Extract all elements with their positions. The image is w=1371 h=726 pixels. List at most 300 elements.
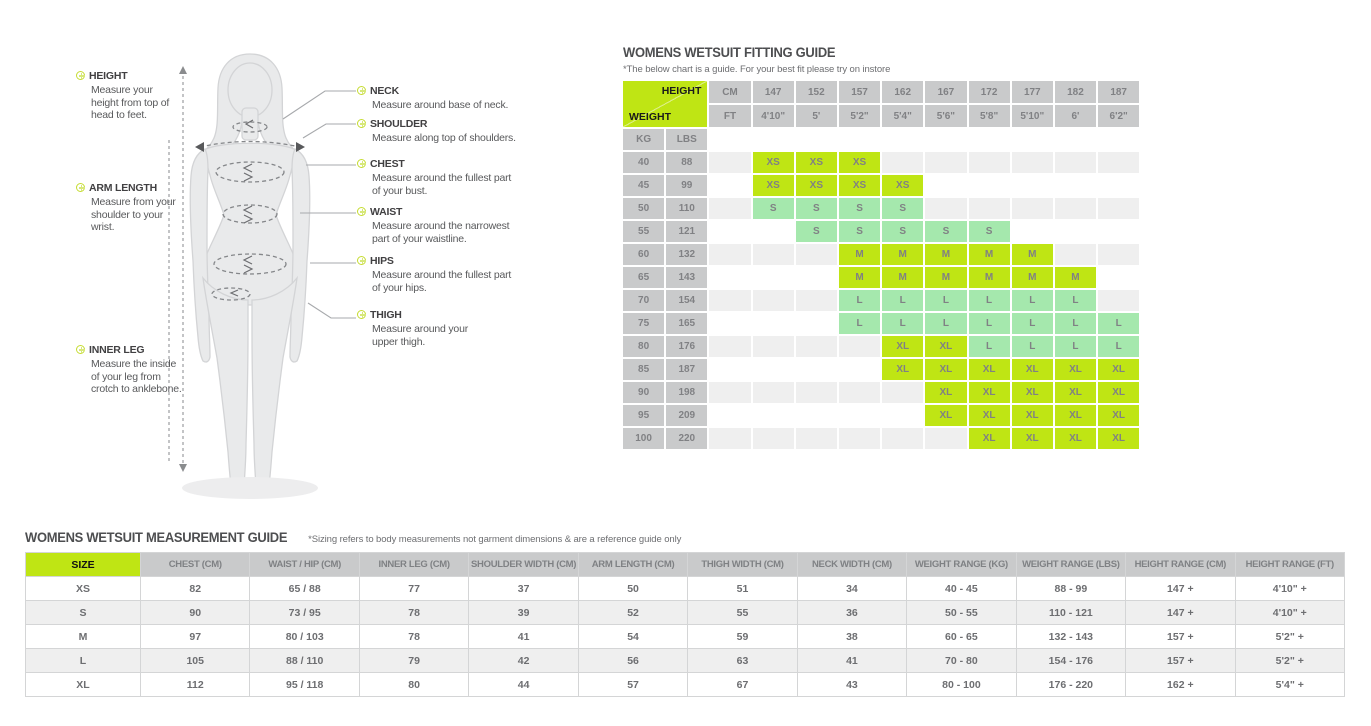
label-waist-desc: Measure around the narrowest part of your waistline. <box>372 220 510 245</box>
empty-cell <box>1012 175 1053 196</box>
empty-cell <box>796 267 837 288</box>
value-cell: 55 <box>688 601 797 625</box>
size-cell: XL <box>1055 405 1096 426</box>
height-cm-cell: 172 <box>969 81 1010 103</box>
value-cell: 80 <box>359 673 468 697</box>
value-cell: 43 <box>797 673 906 697</box>
weight-kg-cell: 75 <box>623 313 664 334</box>
empty-cell <box>839 428 880 449</box>
measurement-guide-subtitle: *Sizing refers to body measurements not garment dimensions & are a reference guide only <box>308 534 682 545</box>
height-ft-cell: 5'4" <box>882 105 923 127</box>
empty-cell <box>1098 175 1139 196</box>
empty-cell <box>753 382 794 403</box>
size-cell: M <box>925 244 966 265</box>
size-cell: XL <box>1012 405 1053 426</box>
size-cell: L <box>969 336 1010 357</box>
circle-plus-icon <box>357 119 366 128</box>
size-cell: XS <box>796 152 837 173</box>
empty-cell <box>925 198 966 219</box>
measurement-diagram <box>0 0 620 520</box>
size-cell: L <box>882 290 923 311</box>
height-arrow-bottom <box>179 464 187 472</box>
size-cell: L <box>839 313 880 334</box>
weight-lbs-cell: 99 <box>666 175 707 196</box>
circle-plus-icon <box>357 159 366 168</box>
value-cell: 36 <box>797 601 906 625</box>
empty-cell <box>709 290 750 311</box>
size-cell: L <box>1055 313 1096 334</box>
weight-kg-cell: 100 <box>623 428 664 449</box>
size-cell: XS <box>839 175 880 196</box>
empty-cell <box>709 129 750 150</box>
empty-cell <box>925 428 966 449</box>
table-row <box>26 577 1345 601</box>
value-cell: M <box>26 625 141 649</box>
weight-lbs-cell: 187 <box>666 359 707 380</box>
value-cell: 147 + <box>1126 601 1235 625</box>
shoulder-arrow-right <box>296 142 305 152</box>
value-cell: 110 - 121 <box>1016 601 1125 625</box>
value-cell: 34 <box>797 577 906 601</box>
empty-cell <box>753 221 794 242</box>
empty-cell <box>882 382 923 403</box>
label-waist <box>357 206 522 245</box>
column-header-cell: THIGH WIDTH (CM) <box>688 553 797 577</box>
label-arm-length-title: ARM LENGTH <box>89 182 157 194</box>
height-cm-cell: 157 <box>839 81 880 103</box>
empty-cell <box>753 313 794 334</box>
label-thigh-title: THIGH <box>370 309 402 321</box>
column-header-cell: ARM LENGTH (CM) <box>578 553 687 577</box>
size-cell: XL <box>1012 359 1053 380</box>
size-cell: S <box>839 221 880 242</box>
floor-shadow <box>182 477 318 499</box>
height-ft-cell: 5' <box>796 105 837 127</box>
empty-cell <box>1012 221 1053 242</box>
table-row <box>623 382 1139 403</box>
column-header-cell: NECK WIDTH (CM) <box>797 553 906 577</box>
empty-cell <box>1012 198 1053 219</box>
size-cell: XL <box>969 382 1010 403</box>
height-ft-cell: 5'10" <box>1012 105 1053 127</box>
size-cell: S <box>839 198 880 219</box>
value-cell: 70 - 80 <box>907 649 1016 673</box>
height-weight-corner-cell: HEIGHT WEIGHT <box>623 81 707 127</box>
size-cell: XL <box>882 336 923 357</box>
size-cell: XL <box>1012 428 1053 449</box>
empty-cell <box>839 382 880 403</box>
value-cell: 52 <box>578 601 687 625</box>
value-cell: 5'2" + <box>1235 625 1344 649</box>
weight-kg-cell: 60 <box>623 244 664 265</box>
value-cell: 147 + <box>1126 577 1235 601</box>
weight-lbs-cell: 110 <box>666 198 707 219</box>
value-cell: 88 - 99 <box>1016 577 1125 601</box>
value-cell: 67 <box>688 673 797 697</box>
value-cell: 50 <box>578 577 687 601</box>
table-row <box>623 81 1139 103</box>
height-cm-cell: 177 <box>1012 81 1053 103</box>
empty-cell <box>709 152 750 173</box>
empty-cell <box>925 175 966 196</box>
empty-cell <box>796 428 837 449</box>
empty-cell <box>796 405 837 426</box>
height-cm-cell: 167 <box>925 81 966 103</box>
label-waist-title: WAIST <box>370 206 403 218</box>
size-cell: XL <box>925 405 966 426</box>
table-row <box>26 673 1345 697</box>
table-row <box>623 175 1139 196</box>
empty-cell <box>753 336 794 357</box>
unit-lbs-cell: LBS <box>666 129 707 150</box>
size-cell: S <box>969 221 1010 242</box>
size-cell: L <box>925 313 966 334</box>
table-row <box>623 336 1139 357</box>
empty-cell <box>709 175 750 196</box>
label-thigh <box>357 309 477 348</box>
size-cell: XL <box>925 382 966 403</box>
value-cell: 60 - 65 <box>907 625 1016 649</box>
empty-cell <box>1012 129 1053 150</box>
empty-cell <box>1098 129 1139 150</box>
size-cell: M <box>1012 244 1053 265</box>
height-ft-cell: 4'10" <box>753 105 794 127</box>
table-header-row <box>26 553 1345 577</box>
weight-kg-cell: 85 <box>623 359 664 380</box>
empty-cell <box>882 428 923 449</box>
value-cell: 88 / 110 <box>250 649 359 673</box>
label-inner-leg <box>76 344 186 396</box>
measurement-guide-table <box>25 552 1345 697</box>
empty-cell <box>839 405 880 426</box>
left-leg-shape <box>203 278 248 489</box>
value-cell: 79 <box>359 649 468 673</box>
circle-plus-icon <box>357 207 366 216</box>
size-cell: XL <box>925 336 966 357</box>
size-cell: L <box>1012 290 1053 311</box>
circle-plus-icon <box>76 345 85 354</box>
table-row <box>623 244 1139 265</box>
weight-kg-cell: 65 <box>623 267 664 288</box>
table-row <box>26 649 1345 673</box>
table-row <box>623 405 1139 426</box>
value-cell: 54 <box>578 625 687 649</box>
label-neck <box>357 85 527 112</box>
label-shoulder-desc: Measure along top of shoulders. <box>372 132 516 144</box>
fitting-guide-section <box>623 44 1147 451</box>
table-row <box>26 625 1345 649</box>
right-leg-shape <box>252 278 297 489</box>
size-cell: S <box>796 198 837 219</box>
empty-cell <box>709 221 750 242</box>
empty-cell <box>796 313 837 334</box>
value-cell: 4'10" + <box>1235 601 1344 625</box>
unit-cm-cell: CM <box>709 81 750 103</box>
size-cell: M <box>839 267 880 288</box>
weight-lbs-cell: 165 <box>666 313 707 334</box>
empty-cell <box>1055 244 1096 265</box>
value-cell: XS <box>26 577 141 601</box>
torso-shape <box>202 143 297 305</box>
size-cell: S <box>882 198 923 219</box>
empty-cell <box>1098 267 1139 288</box>
shoulder-leader-line <box>303 124 356 138</box>
label-hips <box>357 255 522 294</box>
size-cell: XL <box>969 428 1010 449</box>
empty-cell <box>709 359 750 380</box>
empty-cell <box>1055 221 1096 242</box>
empty-cell <box>925 152 966 173</box>
size-cell: XL <box>1055 359 1096 380</box>
empty-cell <box>969 175 1010 196</box>
value-cell: 78 <box>359 625 468 649</box>
empty-cell <box>1098 290 1139 311</box>
column-header-cell: INNER LEG (CM) <box>359 553 468 577</box>
empty-cell <box>969 198 1010 219</box>
height-ft-cell: 5'6" <box>925 105 966 127</box>
height-ft-cell: 5'8" <box>969 105 1010 127</box>
column-header-cell: HEIGHT RANGE (CM) <box>1126 553 1235 577</box>
value-cell: XL <box>26 673 141 697</box>
label-height-title: HEIGHT <box>89 70 128 82</box>
empty-cell <box>1055 175 1096 196</box>
value-cell: 132 - 143 <box>1016 625 1125 649</box>
value-cell: 59 <box>688 625 797 649</box>
value-cell: 90 <box>141 601 250 625</box>
label-inner-leg-title: INNER LEG <box>89 344 145 356</box>
size-cell: L <box>925 290 966 311</box>
value-cell: 4'10" + <box>1235 577 1344 601</box>
empty-cell <box>753 359 794 380</box>
label-chest <box>357 158 522 197</box>
empty-cell <box>709 428 750 449</box>
size-cell: L <box>882 313 923 334</box>
empty-cell <box>753 405 794 426</box>
weight-lbs-cell: 220 <box>666 428 707 449</box>
weight-kg-cell: 40 <box>623 152 664 173</box>
value-cell: 41 <box>797 649 906 673</box>
height-cm-cell: 162 <box>882 81 923 103</box>
table-row <box>623 359 1139 380</box>
column-header-cell: CHEST (CM) <box>141 553 250 577</box>
empty-cell <box>796 336 837 357</box>
height-cm-cell: 152 <box>796 81 837 103</box>
circle-plus-icon <box>76 71 85 80</box>
empty-cell <box>796 290 837 311</box>
empty-cell <box>1098 152 1139 173</box>
empty-cell <box>839 129 880 150</box>
empty-cell <box>709 336 750 357</box>
empty-cell <box>753 428 794 449</box>
circle-plus-icon <box>357 310 366 319</box>
height-arrow-top <box>179 66 187 74</box>
empty-cell <box>1098 244 1139 265</box>
size-cell: M <box>1055 267 1096 288</box>
value-cell: 37 <box>469 577 578 601</box>
label-neck-title: NECK <box>370 85 399 97</box>
size-cell: L <box>1098 313 1139 334</box>
value-cell: 41 <box>469 625 578 649</box>
label-thigh-desc: Measure around your upper thigh. <box>372 323 469 348</box>
size-cell: L <box>1098 336 1139 357</box>
label-hips-title: HIPS <box>370 255 394 267</box>
empty-cell <box>1098 221 1139 242</box>
weight-lbs-cell: 198 <box>666 382 707 403</box>
measurement-guide-section <box>25 529 1345 697</box>
size-cell: XS <box>882 175 923 196</box>
empty-cell <box>796 244 837 265</box>
table-row <box>623 267 1139 288</box>
value-cell: 77 <box>359 577 468 601</box>
value-cell: 50 - 55 <box>907 601 1016 625</box>
weight-lbs-cell: 154 <box>666 290 707 311</box>
value-cell: 105 <box>141 649 250 673</box>
value-cell: 40 - 45 <box>907 577 1016 601</box>
value-cell: 112 <box>141 673 250 697</box>
empty-cell <box>1012 152 1053 173</box>
size-cell: XL <box>1098 428 1139 449</box>
weight-kg-cell: 70 <box>623 290 664 311</box>
value-cell: 95 / 118 <box>250 673 359 697</box>
empty-cell <box>882 152 923 173</box>
unit-kg-cell: KG <box>623 129 664 150</box>
empty-cell <box>709 405 750 426</box>
value-cell: 97 <box>141 625 250 649</box>
empty-cell <box>753 267 794 288</box>
empty-cell <box>709 267 750 288</box>
label-neck-desc: Measure around base of neck. <box>372 99 509 111</box>
size-cell: XL <box>882 359 923 380</box>
empty-cell <box>1055 198 1096 219</box>
empty-cell <box>1098 198 1139 219</box>
height-cm-cell: 182 <box>1055 81 1096 103</box>
empty-cell <box>969 152 1010 173</box>
size-cell: XL <box>1055 382 1096 403</box>
empty-cell <box>1055 152 1096 173</box>
label-shoulder-title: SHOULDER <box>370 118 428 130</box>
weight-kg-cell: 55 <box>623 221 664 242</box>
height-cm-cell: 187 <box>1098 81 1139 103</box>
column-header-cell: SHOULDER WIDTH (CM) <box>469 553 578 577</box>
weight-lbs-cell: 143 <box>666 267 707 288</box>
weight-lbs-cell: 88 <box>666 152 707 173</box>
label-inner-leg-desc: Measure the inside of your leg from crotch to anklebone. <box>91 358 182 395</box>
value-cell: 51 <box>688 577 797 601</box>
value-cell: 80 / 103 <box>250 625 359 649</box>
empty-cell <box>753 290 794 311</box>
value-cell: 80 - 100 <box>907 673 1016 697</box>
value-cell: 162 + <box>1126 673 1235 697</box>
empty-cell <box>1055 129 1096 150</box>
empty-cell <box>796 382 837 403</box>
label-shoulder <box>357 118 527 145</box>
unit-ft-cell: FT <box>709 105 750 127</box>
size-cell: XS <box>753 152 794 173</box>
size-cell: S <box>753 198 794 219</box>
weight-kg-cell: 50 <box>623 198 664 219</box>
circle-plus-icon <box>357 256 366 265</box>
size-cell: L <box>1055 336 1096 357</box>
size-cell: XL <box>1012 382 1053 403</box>
weight-kg-cell: 45 <box>623 175 664 196</box>
table-row <box>623 198 1139 219</box>
size-cell: M <box>925 267 966 288</box>
size-cell: L <box>969 290 1010 311</box>
right-arm-shape <box>290 149 310 362</box>
weight-lbs-cell: 176 <box>666 336 707 357</box>
value-cell: 157 + <box>1126 625 1235 649</box>
weight-lbs-cell: 121 <box>666 221 707 242</box>
thigh-leader-line <box>308 303 356 318</box>
table-row <box>26 601 1345 625</box>
size-cell: S <box>882 221 923 242</box>
size-cell: L <box>969 313 1010 334</box>
size-cell: XL <box>1098 382 1139 403</box>
fitting-guide-subtitle: *The below chart is a guide. For your best fit please try on instore <box>623 64 891 75</box>
value-cell: 56 <box>578 649 687 673</box>
weight-kg-cell: 90 <box>623 382 664 403</box>
size-cell: M <box>839 244 880 265</box>
label-height-desc: Measure your height from top of head to feet. <box>91 84 170 121</box>
label-height <box>76 70 176 122</box>
size-cell: L <box>1012 313 1053 334</box>
size-cell: M <box>969 244 1010 265</box>
size-cell: XL <box>925 359 966 380</box>
weight-kg-cell: 80 <box>623 336 664 357</box>
neck-leader-line <box>283 91 356 119</box>
size-cell: XS <box>796 175 837 196</box>
table-row <box>623 313 1139 334</box>
value-cell: 42 <box>469 649 578 673</box>
label-arm-length-desc: Measure from your shoulder to your wrist. <box>91 196 176 233</box>
height-cm-cell: 147 <box>753 81 794 103</box>
weight-lbs-cell: 209 <box>666 405 707 426</box>
height-ft-cell: 5'2" <box>839 105 880 127</box>
size-cell: L <box>839 290 880 311</box>
size-cell: L <box>1055 290 1096 311</box>
value-cell: 176 - 220 <box>1016 673 1125 697</box>
column-header-cell: HEIGHT RANGE (FT) <box>1235 553 1344 577</box>
size-cell: M <box>882 244 923 265</box>
empty-cell <box>709 244 750 265</box>
empty-cell <box>969 129 1010 150</box>
value-cell: 57 <box>578 673 687 697</box>
size-cell: XL <box>1098 405 1139 426</box>
column-header-cell: WEIGHT RANGE (KG) <box>907 553 1016 577</box>
size-cell: L <box>1012 336 1053 357</box>
height-ft-cell: 6' <box>1055 105 1096 127</box>
size-cell: S <box>796 221 837 242</box>
empty-cell <box>796 359 837 380</box>
shoulder-arrow-left <box>195 142 204 152</box>
fitting-guide-title: WOMENS WETSUIT FITTING GUIDE <box>623 45 836 60</box>
value-cell: 39 <box>469 601 578 625</box>
value-cell: 5'2" + <box>1235 649 1344 673</box>
value-cell: 38 <box>797 625 906 649</box>
measurement-guide-title: WOMENS WETSUIT MEASUREMENT GUIDE <box>25 530 288 545</box>
empty-cell <box>796 129 837 150</box>
weight-lbs-cell: 132 <box>666 244 707 265</box>
value-cell: 73 / 95 <box>250 601 359 625</box>
size-cell: M <box>969 267 1010 288</box>
empty-cell <box>709 382 750 403</box>
empty-cell <box>753 244 794 265</box>
empty-cell <box>925 129 966 150</box>
label-hips-desc: Measure around the fullest part of your hips. <box>372 269 512 294</box>
size-cell: XS <box>839 152 880 173</box>
label-arm-length <box>76 182 176 234</box>
size-cell: M <box>882 267 923 288</box>
